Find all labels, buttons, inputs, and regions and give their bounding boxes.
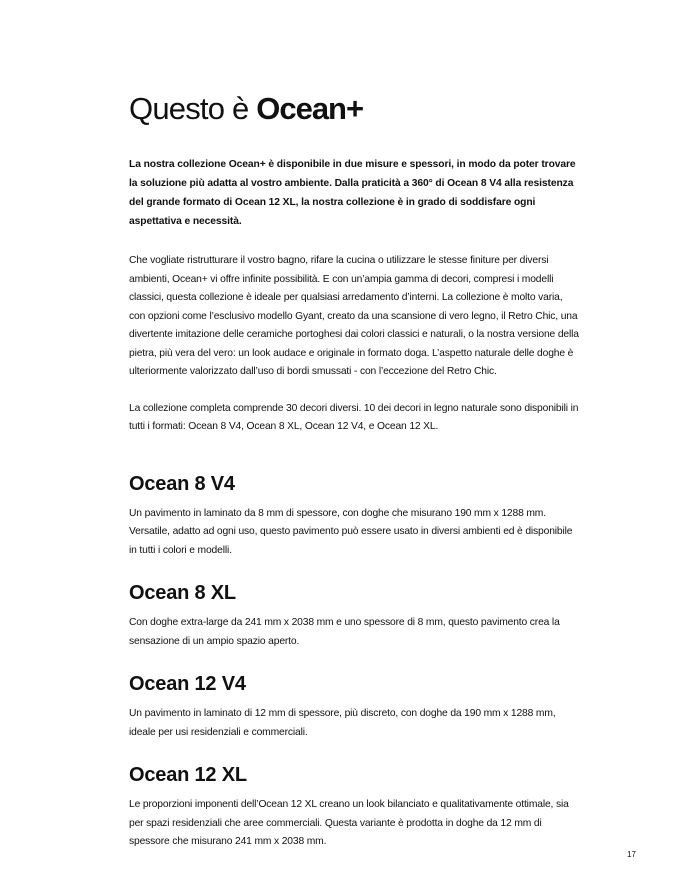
section-body-ocean-8-v4: Un pavimento in laminato da 8 mm di spessore, con doghe che misurano 190 mm x 1288 mm. Versatile, adatto ad ogni uso, questo pavimento può essere usato in diversi ambienti ed è disponibile in tutti i colori e modelli. bbox=[129, 507, 573, 556]
body-paragraph-2: La collezione completa comprende 30 decori diversi. 10 dei decori in legno naturale sono disponibili in tutti i formati: Ocean 8 V4, Ocean 8 XL, Ocean 12 V4, e Ocean 12 XL. bbox=[129, 402, 579, 432]
page-title-light: Questo è bbox=[129, 91, 257, 126]
section-heading-ocean-12-v4: Ocean 12 V4 bbox=[129, 673, 246, 695]
body-paragraph-1: Che vogliate ristrutturare il vostro bagno, rifare la cucina o utilizzare le stesse finiture per diversi ambienti, Ocean+ vi offre infinite possibilità. E con un’ampia gamma di decori, compresi i modelli classici, questa collezione è ideale per qualsiasi arredamento d’interni. La collezione è molto varia, con opzioni come l’esclusivo modello Gyant, creato da una scansione di vero legno, il Retro Chic, una divertente imitazione delle ceramiche portoghesi dai colori classici e naturali, o la nostra versione della pietra, più vera del vero: un look audace e originale in formato doga. L’aspetto naturale delle doghe è ulteriormente valorizzato dall’uso di bordi smussati - con l’eccezione del Retro Chic. bbox=[129, 255, 579, 377]
intro-paragraph: La nostra collezione Ocean+ è disponibile in due misure e spessori, in modo da poter trovare la soluzione più adatta al vostro ambiente. Dalla praticità a 360° di Ocean 8 V4 alla resistenza del grande formato di Ocean 12 XL, la nostra collezione è in grado di soddisfare ogni aspettativa e necessità. bbox=[129, 159, 576, 227]
page-number: 17 bbox=[627, 850, 636, 859]
section-heading-ocean-12-xl: Ocean 12 XL bbox=[129, 764, 247, 786]
section-body-ocean-8-xl: Con doghe extra-large da 241 mm x 2038 mm e uno spessore di 8 mm, questo pavimento crea la sensazione di un ampio spazio aperto. bbox=[129, 617, 560, 647]
section-body-ocean-12-xl: Le proporzioni imponenti dell’Ocean 12 XL creano un look bilanciato e qualitativamente ottimale, sia per spazi residenziali che aree commerciali. Questa variante è prodotta in doghe da 12 mm di spessore che misurano 241 mm x 2038 mm. bbox=[129, 799, 569, 847]
page-title-bold: Ocean+ bbox=[256, 91, 364, 126]
section-heading-ocean-8-v4: Ocean 8 V4 bbox=[129, 472, 235, 495]
page-content bbox=[129, 90, 581, 852]
section-body-ocean-12-v4: Un pavimento in laminato di 12 mm di spessore, più discreto, con doghe da 190 mm x 1288 mm, ideale per usi residenziali e commerciali. bbox=[129, 708, 556, 738]
section-heading-ocean-8-xl: Ocean 8 XL bbox=[129, 582, 236, 604]
page-title bbox=[129, 90, 581, 128]
